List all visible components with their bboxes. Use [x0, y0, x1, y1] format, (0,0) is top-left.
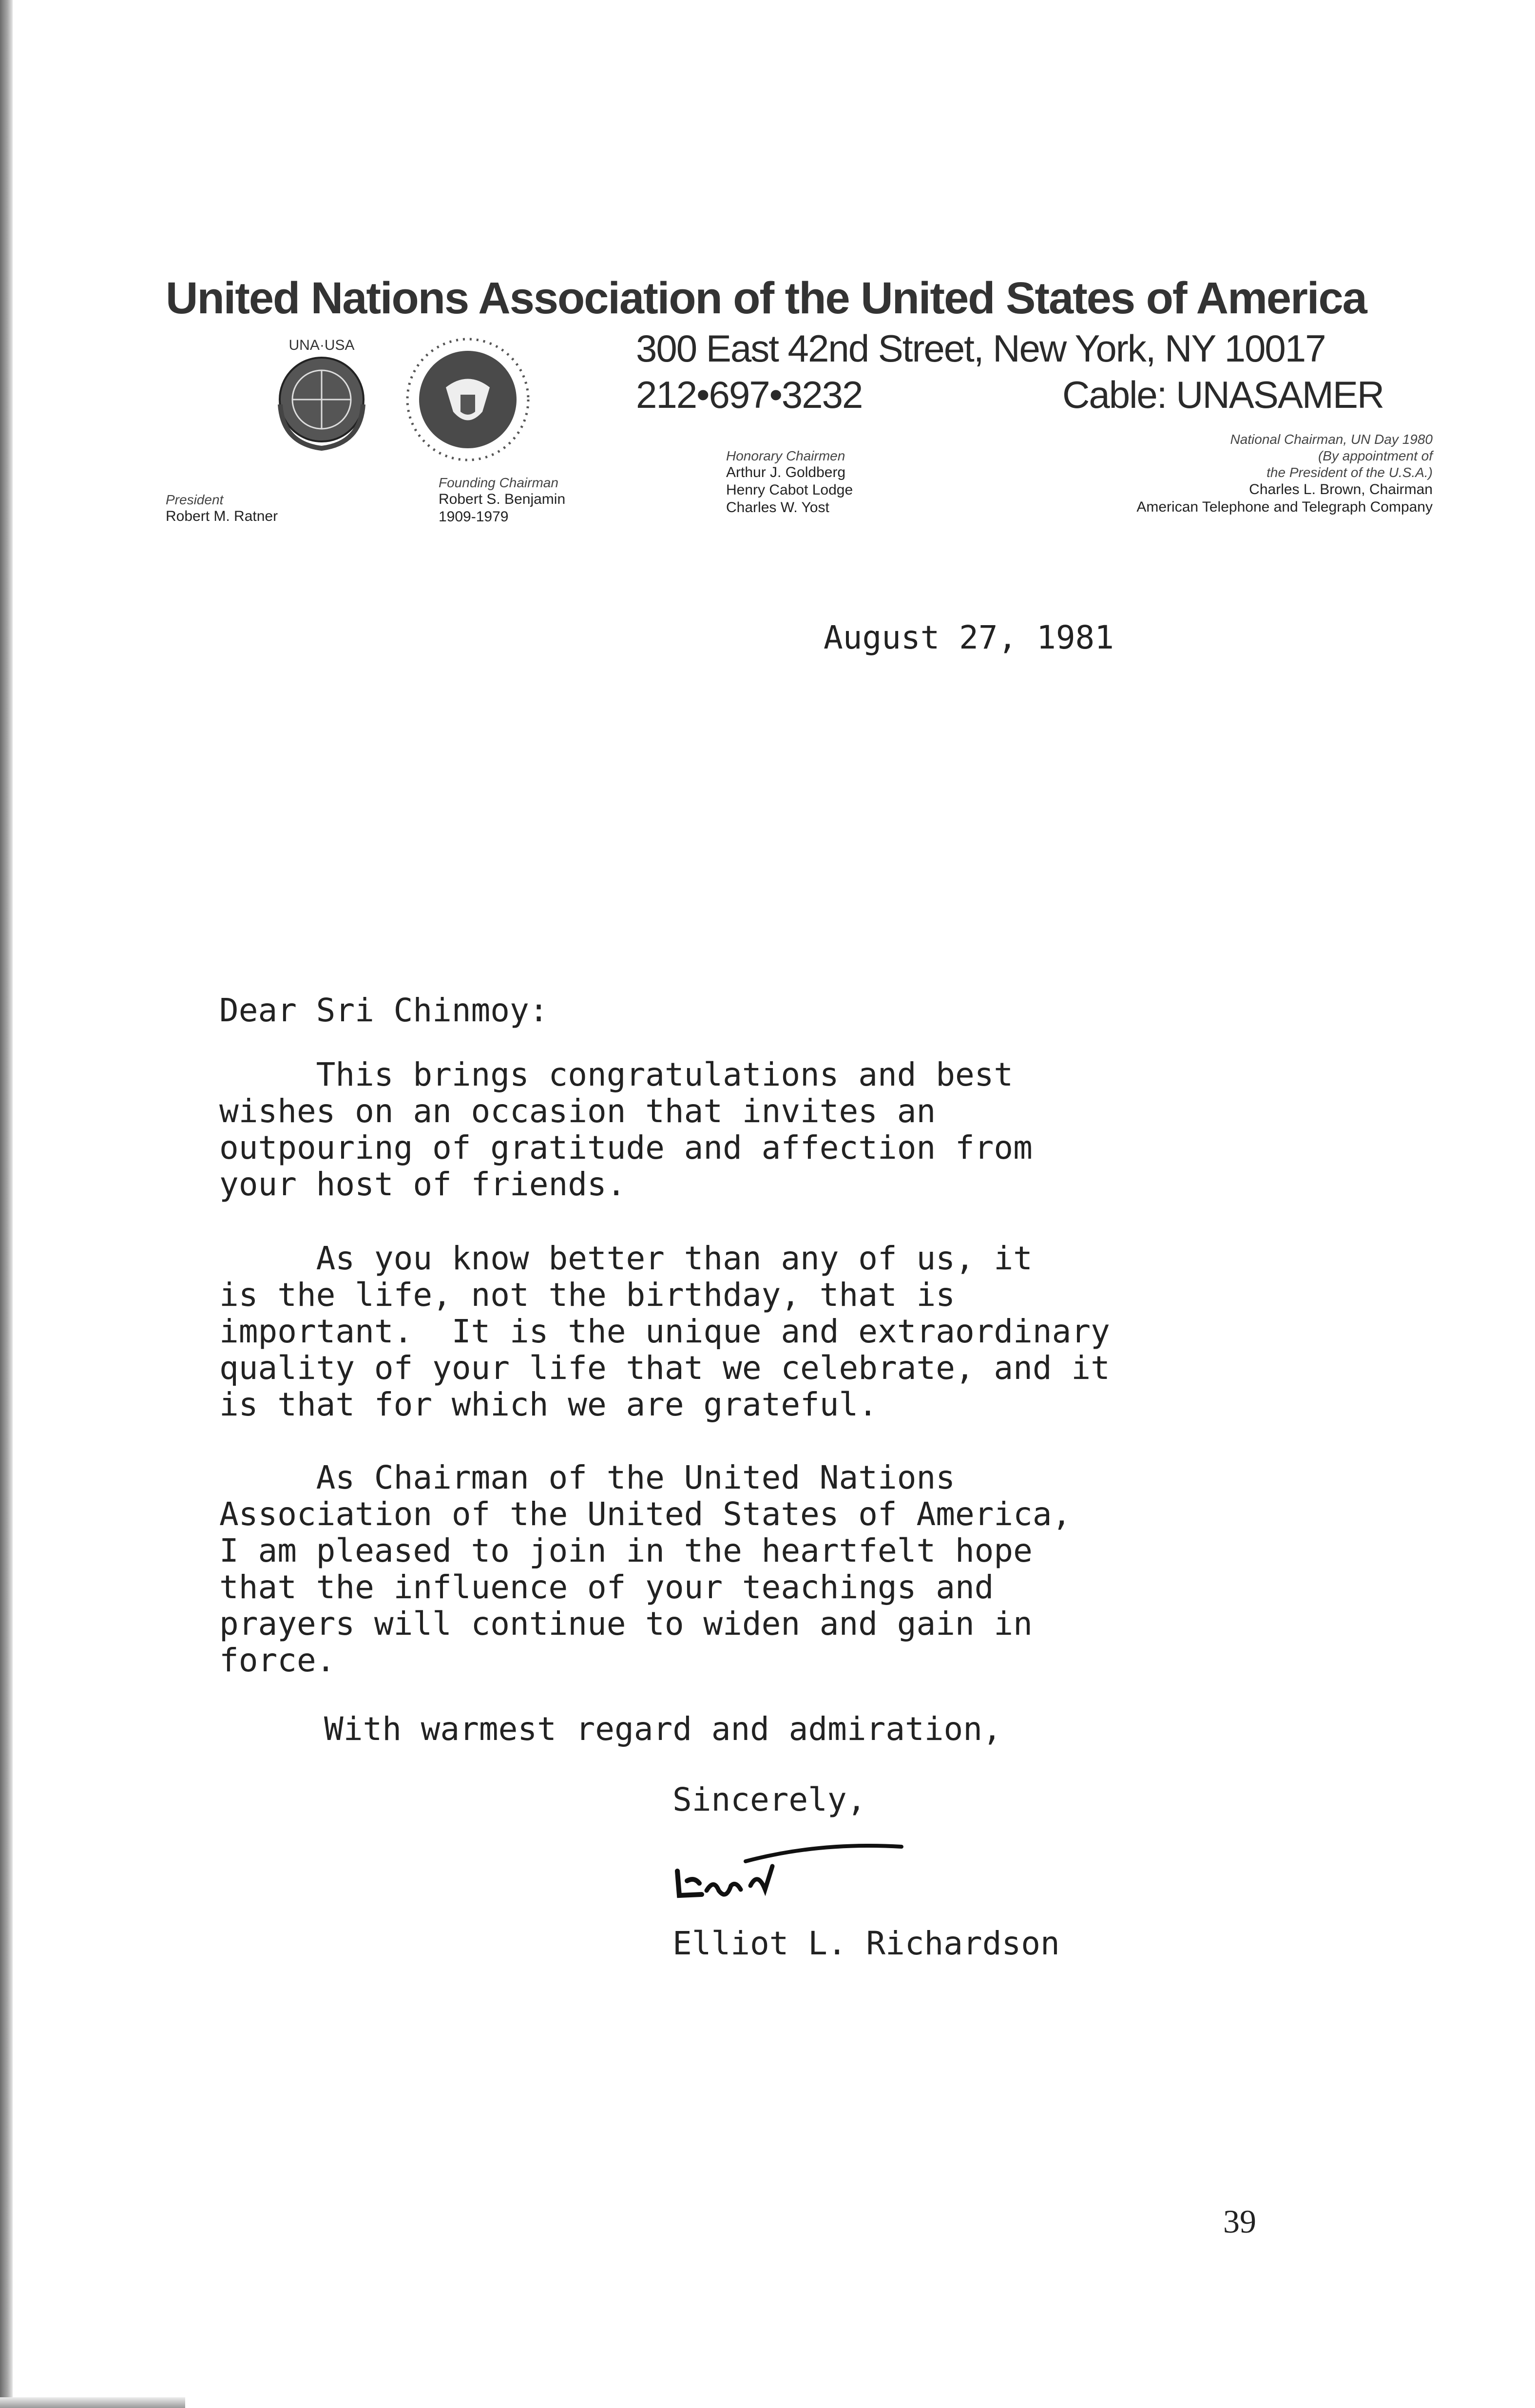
- page-number: 39: [1223, 2203, 1256, 2240]
- honorary-chairmen-label: Honorary Chairmen: [726, 448, 845, 463]
- signer-name: Elliot L. Richardson: [672, 1925, 1060, 1962]
- appointment-note-line1: (By appointment of: [1318, 448, 1433, 463]
- founding-chairman-years: 1909-1979: [439, 509, 509, 525]
- handwritten-signature: [672, 1832, 906, 1910]
- president-name: Robert M. Ratner: [166, 508, 278, 524]
- national-chairman-name: Charles L. Brown, Chairman: [1249, 481, 1433, 497]
- letter-closing: With warmest regard and admiration,: [324, 1710, 1002, 1748]
- honorary-chairmen-block: [726, 448, 853, 516]
- letter-date: August 27, 1981: [824, 619, 1114, 656]
- national-chairman-label: National Chairman, UN Day 1980: [1230, 432, 1433, 447]
- una-usa-seal-icon: [253, 331, 390, 468]
- letter-paragraph: As Chairman of the United Nations Association of the United States of America, I am pleased to join in the heartfelt hope that the influence of your teachings and prayers will continue to widen and gain in force.: [219, 1459, 1072, 1679]
- national-chairman-block: [1136, 431, 1433, 516]
- org-phone: 212•697•3232: [636, 373, 863, 416]
- president-block: [166, 492, 278, 525]
- appointment-note-line2: the President of the U.S.A.): [1266, 465, 1433, 480]
- honorary-chairman-name: Henry Cabot Lodge: [726, 482, 853, 498]
- presidential-seal-icon: [400, 331, 536, 468]
- national-chairman-company: American Telephone and Telegraph Company: [1136, 499, 1433, 515]
- letter-paragraph: This brings congratulations and best wishes on an occasion that invites an outpouring of gratitude and affection from your host of friends.: [219, 1056, 1033, 1203]
- honorary-chairman-name: Arthur J. Goldberg: [726, 464, 846, 480]
- page-bottom-shadow: [0, 2397, 185, 2408]
- president-label: President: [166, 492, 224, 507]
- founding-chairman-block: [439, 475, 565, 526]
- page-edge-shadow: [0, 0, 13, 2408]
- letter-paragraph: As you know better than any of us, it is the life, not the birthday, that is important. It is the unique and extraordinary quality of your life that we celebrate, and it is that for which we are grateful.: [219, 1240, 1110, 1423]
- founding-chairman-label: Founding Chairman: [439, 475, 558, 490]
- org-cable: Cable: UNASAMER: [1062, 373, 1384, 416]
- una-seal-text: UNA·USA: [288, 337, 355, 353]
- letter-valediction: Sincerely,: [672, 1781, 866, 1818]
- org-address: 300 East 42nd Street, New York, NY 10017: [636, 327, 1325, 370]
- founding-chairman-name: Robert S. Benjamin: [439, 491, 566, 507]
- org-name-heading: United Nations Association of the United States of America: [166, 273, 1366, 323]
- honorary-chairman-name: Charles W. Yost: [726, 499, 829, 516]
- letter-salutation: Dear Sri Chinmoy:: [219, 992, 549, 1029]
